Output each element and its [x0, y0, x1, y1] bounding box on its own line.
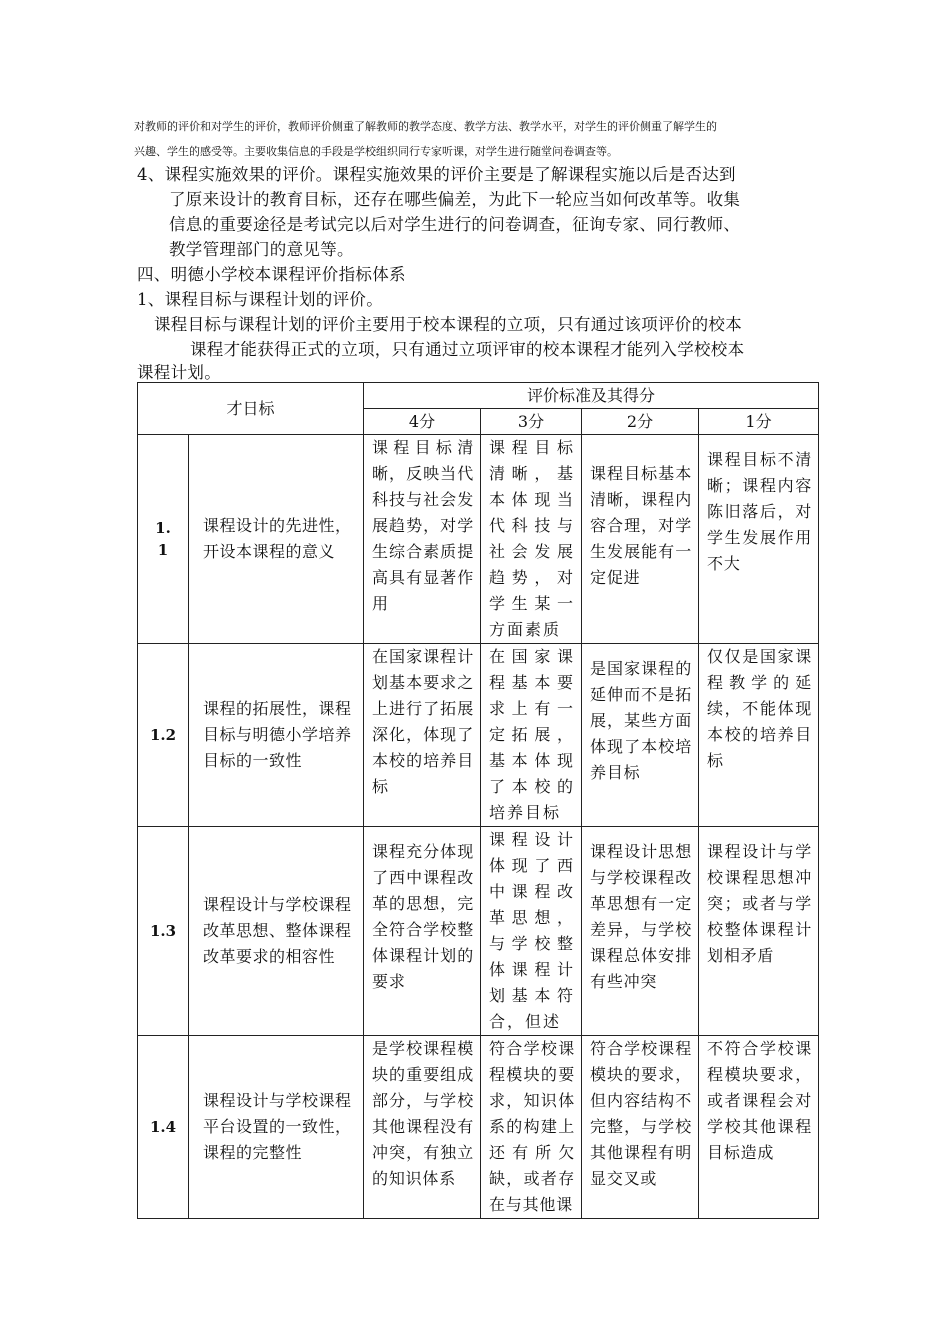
subheading: 1、课程目标与课程计划的评价。	[137, 290, 383, 309]
row-score-1: 仅仅是国家课程教学的延续，不能体现本校的培养目标	[699, 644, 819, 827]
score-4: 4分	[364, 409, 481, 435]
score-1: 1分	[699, 409, 819, 435]
item4-line-3: 信息的重要途径是考试完以后对学生进行的问卷调查，征询专家、同行教师、	[169, 215, 741, 234]
table-row	[138, 644, 819, 827]
table-row	[138, 435, 819, 644]
header-standard: 评价标准及其得分	[364, 383, 819, 409]
row-score-2: 课程目标基本清晰，课程内容合理，对学生发展能有一定促进	[582, 435, 699, 644]
item4-line-4: 教学管理部门的意见等。	[169, 240, 354, 259]
item4-line-2: 了原来设计的教育目标，还存在哪些偏差，为此下一轮应当如何改革等。收集	[169, 190, 741, 209]
row-score-3: 符合学校课程模块的要求，知识体系的构建上还有所欠缺，或者存在与其他课	[481, 1036, 582, 1219]
row-score-3: 在国家课程基本要求上有一定拓展，基本体现了本校的培养目标	[481, 644, 582, 827]
row-score-4: 课程目标清晰，反映当代科技与社会发展趋势，对学生综合素质提高具有显著作用	[364, 435, 481, 644]
row-score-1: 课程设计与学校课程思想冲突；或者与学校整体课程计划相矛盾	[699, 827, 819, 1036]
row-number: 1.3	[138, 827, 189, 1036]
evaluation-table	[137, 382, 819, 1219]
row-score-2: 符合学校课程模块的要求，但内容结构不完整，与学校其他课程有明显交叉或	[582, 1036, 699, 1219]
score-3: 3分	[481, 409, 582, 435]
row-number: 1. 1	[138, 435, 189, 644]
row-score-4: 是学校课程模块的重要组成部分，与学校其他课程没有冲突，有独立的知识体系	[364, 1036, 481, 1219]
row-score-4: 在国家课程计划基本要求之上进行了拓展深化，体现了本校的培养目标	[364, 644, 481, 827]
row-score-1: 不符合学校课程模块要求，或者课程会对学校其他课程目标造成	[699, 1036, 819, 1219]
item4-line-1: 4、课程实施效果的评价。课程实施效果的评价主要是了解课程实施以后是否达到	[137, 165, 736, 184]
row-criterion: 课程设计的先进性，开设本课程的意义	[189, 435, 364, 644]
row-criterion: 课程的拓展性，课程目标与明德小学培养目标的一致性	[189, 644, 364, 827]
score-2: 2分	[582, 409, 699, 435]
desc-line-3: 课程计划。	[137, 363, 221, 382]
row-score-3: 课程目标清晰，基本体现当代科技与社会发展趋势，对学生某一方面素质	[481, 435, 582, 644]
table-row	[138, 827, 819, 1036]
section-heading: 四、明德小学校本课程评价指标体系	[137, 265, 406, 284]
row-number: 1.2	[138, 644, 189, 827]
table-header-row	[138, 383, 819, 409]
row-number: 1.4	[138, 1036, 189, 1219]
intro-line-1: 对教师的评价和对学生的评价，教师评价侧重了解教师的教学态度、教学方法、教学水平，对学生的评价侧重了解学生的	[134, 120, 717, 133]
intro-line-2: 兴趣、学生的感受等。主要收集信息的手段是学校组织同行专家听课，对学生进行随堂问卷调查等。	[134, 145, 618, 158]
row-score-4: 课程充分体现了西中课程改革的思想，完全符合学校整体课程计划的要求	[364, 827, 481, 1036]
desc-line-2: 课程才能获得正式的立项，只有通过立项评审的校本课程才能列入学校校本	[190, 340, 745, 359]
header-target: 才日标	[138, 383, 364, 435]
row-score-2: 是国家课程的延伸而不是拓展，某些方面体现了本校培养目标	[582, 644, 699, 827]
row-criterion: 课程设计与学校课程平台设置的一致性，课程的完整性	[189, 1036, 364, 1219]
row-score-2: 课程设计思想与学校课程改革思想有一定差异，与学校课程总体安排有些冲突	[582, 827, 699, 1036]
table-row	[138, 1036, 819, 1219]
row-score-1: 课程目标不清晰；课程内容陈旧落后，对学生发展作用不大	[699, 435, 819, 644]
row-score-3: 课程设计体现了西中课程改革思想，与学校整体课程计划基本符合，但述	[481, 827, 582, 1036]
row-criterion: 课程设计与学校课程改革思想、整体课程改革要求的相容性	[189, 827, 364, 1036]
desc-line-1: 课程目标与课程计划的评价主要用于校本课程的立项，只有通过该项评价的校本	[154, 315, 742, 334]
